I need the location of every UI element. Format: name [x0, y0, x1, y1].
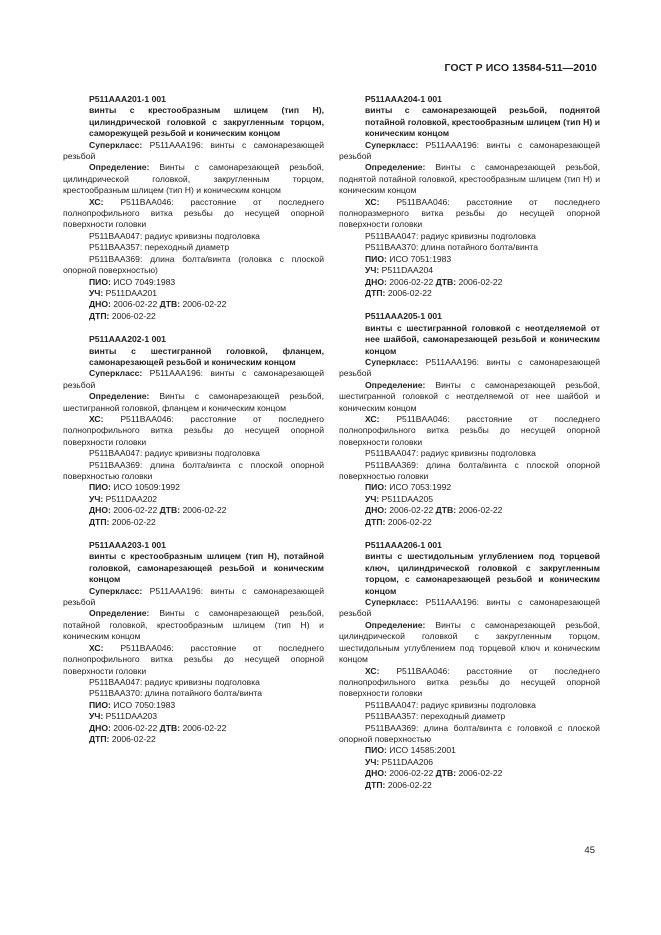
pio-label: ПИО: [89, 699, 111, 710]
superclass-label: Суперкласс: [89, 368, 143, 379]
xc-line [339, 197, 600, 231]
dtp-label: ДТП: [89, 310, 110, 321]
definition-label: Определение: [365, 619, 426, 630]
dno-dtv-line [63, 299, 324, 310]
dno-dtv-line [63, 723, 324, 734]
definition-value: Винты с самонарезающей резьбой, шестигранной головкой, фланцем и коническим концом [63, 391, 324, 413]
superclass-line [63, 140, 324, 163]
xc-label: ХС: [365, 665, 380, 676]
definition-value: Винты с самонарезающей резьбой, шестигранной головкой с неотделяемой от нее шайбой и коническим концом [339, 379, 600, 413]
uch-value: P511DAA206 [381, 756, 434, 767]
entry-title: винты с крестообразным шлицем (тип H), цилиндрической головкой с закругленным торцом, саморежущей резьбой и коническим концом [89, 105, 324, 139]
property-line: P511BAA369: длина болта/винта с плоской опорной поверхностью головки [339, 459, 600, 481]
dtp-label: ДТП: [365, 779, 386, 790]
definition-label: Определение: [365, 162, 426, 173]
superclass-line [63, 586, 324, 609]
superclass-label: Суперкласс: [365, 597, 419, 608]
pio-line [339, 254, 600, 265]
pio-label: ПИО: [365, 482, 387, 493]
property-line: P511BAA357: переходный диаметр [89, 242, 230, 253]
entry [339, 94, 600, 299]
uch-label: УЧ: [89, 711, 104, 722]
xc-line [63, 643, 324, 677]
property-line: P511BAA047: радиус кривизны подголовка [89, 676, 260, 687]
entry-code: P511AAA206-1 001 [365, 540, 442, 551]
definition-line [339, 380, 600, 414]
pio-value: ИСО 14585:2001 [389, 745, 456, 756]
xc-value: P511BAA046: расстояние от последнего полноразмерного витка резьбы до несущей опорной поверхности головки [339, 196, 600, 230]
dno-dtv-line [339, 277, 600, 288]
pio-value: ИСО 7051:1983 [389, 253, 452, 264]
property-line: P511BAA369: длина болта/винта с головкой с плоской опорной поверхностью [339, 722, 600, 744]
dno-value: 2006-02-22 [389, 276, 434, 287]
superclass-label: Суперкласс: [89, 585, 143, 596]
dtp-line [339, 517, 600, 528]
property-line: P511BAA047: радиус кривизны подголовка [365, 230, 536, 241]
definition-label: Определение: [89, 162, 150, 173]
pio-line [63, 277, 324, 288]
pio-line [339, 745, 600, 756]
dtp-label: ДТП: [89, 733, 110, 744]
property-line: P511BAA369: длина болта/винта (головка с плоской опорной поверхностью) [63, 253, 324, 276]
xc-label: ХС: [89, 196, 104, 207]
property-line: P511BAA047: радиус кривизны подголовка [89, 230, 260, 241]
dtv-label: ДТВ: [435, 276, 457, 287]
entry [339, 540, 600, 791]
pio-label: ПИО: [365, 745, 387, 756]
entry-code: P511AAA205-1 001 [365, 311, 442, 322]
entry-title: винты с шестидольным углублением под торцевой ключ, цилиндрической головкой с закругленным торцом, с самонарезающей резьбой и коническим концом [365, 551, 600, 596]
uch-line [339, 757, 600, 768]
dtp-line [339, 288, 600, 299]
dtv-value: 2006-02-22 [458, 276, 503, 287]
entry [63, 334, 324, 528]
dtp-label: ДТП: [365, 287, 386, 298]
xc-value: P511BAA046: расстояние от последнего полнопрофильного витка резьбы до несущей опорной поверхности головки [63, 413, 324, 447]
definition-value: Винты с самонарезающей резьбой, потайной головкой, крестообразным шлицем (тип H) и коническим концом [63, 608, 324, 642]
uch-label: УЧ: [89, 287, 104, 298]
property-line: P511BAA370: длина потайного болта/винта [89, 688, 263, 699]
dtv-value: 2006-02-22 [182, 299, 227, 310]
uch-label: УЧ: [89, 493, 104, 504]
superclass-value: P511AAA196: винты с самонарезающей резьбой [339, 356, 601, 379]
definition-label: Определение: [89, 391, 150, 402]
entry-code: P511AAA204-1 001 [365, 94, 442, 104]
pio-line [63, 700, 324, 711]
uch-line [63, 494, 324, 505]
superclass-value: P511AAA196: винты с самонарезающей резьбой [63, 368, 325, 390]
dtp-value: 2006-02-22 [111, 516, 156, 527]
property-line: P511BAA047: радиус кривизны подголовка [365, 699, 536, 710]
superclass-label: Суперкласс: [365, 356, 419, 367]
dtv-label: ДТВ: [159, 505, 181, 516]
uch-line [63, 711, 324, 722]
entry-title: винты с крестообразным шлицем (тип H), потайной головкой, самонарезающей резьбой и коническим концом [89, 551, 324, 585]
dno-value: 2006-02-22 [389, 768, 434, 779]
right-column [339, 94, 600, 803]
definition-label: Определение: [365, 379, 426, 390]
dtv-value: 2006-02-22 [458, 505, 503, 516]
entry-title: винты с самонарезающей резьбой, поднятой потайной головкой, крестообразным шлицем (тип H) и коническим концом [365, 105, 600, 139]
uch-value: P511DAA204 [381, 265, 434, 276]
xc-value: P511BAA046: расстояние от последнего полнопрофильного витка резьбы до несущей опорной поверхности головки [339, 665, 600, 699]
xc-value: P511BAA046: расстояние от последнего полнопрофильного витка резьбы до несущей опорной поверхности головки [63, 642, 324, 676]
dno-label: ДНО: [365, 505, 387, 516]
entry-title: винты с шестигранной головкой, фланцем, самонарезающей резьбой и коническим концом [89, 345, 324, 367]
definition-value: Винты с самонарезающей резьбой, цилиндрической головкой, закругленным торцом, крестообразным шлицем (тип H) и коническим концом [63, 162, 324, 196]
dtv-label: ДТВ: [435, 505, 457, 516]
pio-line [63, 482, 324, 493]
xc-label: ХС: [89, 413, 104, 424]
xc-label: ХС: [89, 642, 104, 653]
dno-value: 2006-02-22 [113, 299, 158, 310]
dtp-value: 2006-02-22 [111, 733, 156, 744]
pio-value: ИСО 7049:1983 [113, 276, 176, 287]
xc-label: ХС: [365, 196, 380, 207]
xc-value: P511BAA046: расстояние от последнего полнопрофильного витка резьбы до несущей опорной поверхности головки [339, 413, 600, 447]
dtp-line [63, 734, 324, 745]
pio-line [339, 482, 600, 493]
uch-line [339, 494, 600, 505]
pio-value: ИСО 7053:1992 [389, 482, 452, 493]
superclass-line [63, 368, 324, 391]
uch-line [339, 265, 600, 276]
uch-value: P511DAA203 [105, 711, 158, 722]
entry-code: P511AAA202-1 001 [89, 334, 166, 345]
superclass-line [339, 140, 600, 163]
dtv-value: 2006-02-22 [182, 505, 227, 516]
definition-line [63, 391, 324, 414]
definition-line [339, 620, 600, 666]
uch-line [63, 288, 324, 299]
dtp-value: 2006-02-22 [387, 287, 432, 298]
dno-value: 2006-02-22 [113, 505, 158, 516]
superclass-value: P511AAA196: винты с самонарезающей резьбой [339, 597, 601, 619]
definition-label: Определение: [89, 608, 150, 619]
page-header: ГОСТ Р ИСО 13584-511—2010 [444, 62, 597, 74]
left-column [63, 94, 324, 757]
definition-value: Винты с самонарезающей резьбой, поднятой потайной головкой, крестообразным шлицем (тип H) и коническим концом [339, 162, 600, 196]
uch-label: УЧ: [365, 265, 380, 276]
definition-line [63, 162, 324, 196]
page-number: 45 [584, 845, 595, 856]
definition-value: Винты с самонарезающей резьбой, цилиндрической головкой с закругленным торцом, шестидольным углублением под торцевой ключ и коническим концом [339, 619, 600, 665]
xc-line [63, 197, 324, 231]
dno-label: ДНО: [89, 722, 111, 733]
superclass-value: P511AAA196: винты с самонарезающей резьбой [63, 139, 325, 162]
uch-label: УЧ: [365, 493, 380, 504]
dtv-value: 2006-02-22 [182, 722, 227, 733]
xc-label: ХС: [365, 413, 380, 424]
definition-line [63, 608, 324, 642]
pio-value: ИСО 10509:1992 [113, 482, 180, 493]
property-line: P511BAA370: длина потайного болта/винта [365, 242, 539, 253]
xc-line [339, 666, 600, 700]
dtp-line [339, 780, 600, 791]
dno-label: ДНО: [365, 768, 387, 779]
property-line: P511BAA047: радиус кривизны подголовка [89, 448, 260, 459]
pio-value: ИСО 7050:1983 [113, 699, 176, 710]
dtp-value: 2006-02-22 [111, 310, 156, 321]
entry [63, 540, 324, 745]
dno-dtv-line [339, 768, 600, 779]
dtp-label: ДТП: [89, 516, 110, 527]
pio-label: ПИО: [89, 276, 111, 287]
entry-code: P511AAA201-1 001 [89, 94, 166, 104]
superclass-label: Суперкласс: [89, 139, 143, 150]
superclass-value: P511AAA196: винты с самонарезающей резьбой [339, 139, 601, 162]
superclass-label: Суперкласс: [365, 139, 419, 150]
superclass-value: P511AAA196: винты с самонарезающей резьбой [63, 585, 325, 608]
uch-value: P511DAA202 [105, 493, 158, 504]
dno-dtv-line [63, 505, 324, 516]
dtv-value: 2006-02-22 [458, 768, 503, 779]
dtp-value: 2006-02-22 [387, 516, 432, 527]
property-line: P511BAA357: переходный диаметр [365, 711, 506, 722]
dno-dtv-line [339, 505, 600, 516]
pio-label: ПИО: [365, 253, 387, 264]
dtp-line [63, 517, 324, 528]
property-line: P511BAA369: длина болта/винта с плоской опорной поверхностью головки [63, 459, 324, 481]
xc-line [339, 414, 600, 448]
property-line: P511BAA047: радиус кривизны подголовка [365, 448, 536, 459]
superclass-line [339, 357, 600, 380]
dtp-label: ДТП: [365, 516, 386, 527]
uch-value: P511DAA201 [105, 287, 158, 298]
dno-value: 2006-02-22 [113, 722, 158, 733]
entry [339, 311, 600, 528]
entry-title: винты с шестигранной головкой с неотделяемой от нее шайбой, самонарезающей резьбой и коническим концом [365, 322, 600, 356]
dtp-value: 2006-02-22 [387, 779, 432, 790]
definition-line [339, 162, 600, 196]
pio-label: ПИО: [89, 482, 111, 493]
entry-code: P511AAA203-1 001 [89, 540, 166, 551]
dtv-label: ДТВ: [159, 299, 181, 310]
dno-label: ДНО: [89, 299, 111, 310]
dno-label: ДНО: [365, 276, 387, 287]
entry [63, 94, 324, 322]
dtv-label: ДТВ: [435, 768, 457, 779]
dtp-line [63, 311, 324, 322]
dno-label: ДНО: [89, 505, 111, 516]
uch-value: P511DAA205 [381, 493, 434, 504]
superclass-line [339, 597, 600, 620]
xc-line [63, 414, 324, 448]
xc-value: P511BAA046: расстояние от последнего полнопрофильного витка резьбы до несущей опорной поверхности головки [63, 196, 324, 230]
dtv-label: ДТВ: [159, 722, 181, 733]
dno-value: 2006-02-22 [389, 505, 434, 516]
uch-label: УЧ: [365, 756, 380, 767]
